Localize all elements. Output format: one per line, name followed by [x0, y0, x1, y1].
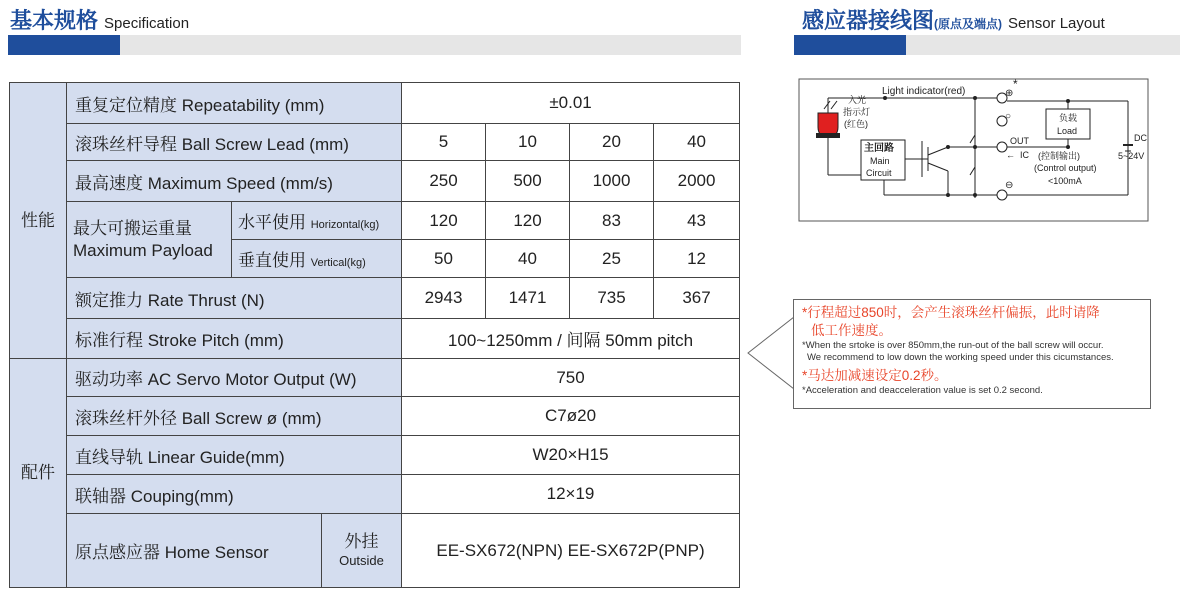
thrust-value: 735: [570, 278, 654, 319]
speed-label: 最高速度 Maximum Speed (mm/s): [67, 161, 402, 202]
sensor-title-en: Sensor Layout: [1008, 15, 1105, 32]
guide-label: 直线导轨 Linear Guide(mm): [67, 436, 402, 475]
thrust-value: 1471: [486, 278, 570, 319]
note-black-1b: We recommend to low down the working speed under this cicumstances.: [807, 352, 1114, 363]
table-row: [10, 397, 740, 436]
stroke-value: 100~1250mm / 间隔 50mm pitch: [402, 319, 740, 359]
vertical-value: 50: [402, 240, 486, 278]
table-row: [10, 202, 740, 240]
lead-value: 5: [402, 124, 486, 161]
led-label-cn-1: 入光: [848, 95, 867, 105]
speed-value: 2000: [654, 161, 740, 202]
lead-value: 20: [570, 124, 654, 161]
lead-label: 滚珠丝杆导程 Ball Screw Lead (mm): [67, 124, 402, 161]
vertical-label: 垂直使用 Vertical(kg): [232, 240, 402, 278]
table-row: [10, 124, 740, 161]
control-output-en: (Control output): [1034, 163, 1097, 173]
table-row: [10, 475, 740, 514]
voltage-label: 5~24V: [1118, 151, 1145, 161]
main-circuit-en-1: Main: [870, 156, 890, 166]
light-indicator-label: Light indicator(red): [882, 86, 966, 97]
repeatability-label: 重复定位精度 Repeatability (mm): [67, 83, 402, 124]
notes-box: [793, 299, 1151, 409]
asterisk-label: *: [1013, 77, 1018, 91]
main-circuit-cn: 主回路: [864, 143, 894, 154]
thrust-value: 2943: [402, 278, 486, 319]
horizontal-value: 83: [570, 202, 654, 240]
horizontal-value: 120: [486, 202, 570, 240]
spec-table: [9, 82, 740, 588]
led-label-cn-2: 指示灯: [843, 107, 871, 117]
horizontal-value: 43: [654, 202, 740, 240]
vertical-value: 25: [570, 240, 654, 278]
sensor-header: [802, 4, 1105, 35]
payload-label: [67, 202, 232, 278]
main-circuit-en-2: Circuit: [866, 168, 892, 178]
mount-type: [322, 514, 402, 588]
note-red-1: *行程超过850时，会产生滚珠丝杆偏振，此时请降: [802, 305, 1100, 320]
spec-title-en: Specification: [104, 15, 190, 32]
coupling-label: 联轴器 Couping(mm): [67, 475, 402, 514]
table-row: [10, 161, 740, 202]
ic-label: IC: [1020, 150, 1029, 160]
speed-value: 250: [402, 161, 486, 202]
minus-terminal: ⊖: [1005, 180, 1014, 191]
vertical-value: 12: [654, 240, 740, 278]
table-row: [10, 319, 740, 359]
motor-value: 750: [402, 359, 740, 397]
screw-dia-value: C7ø20: [402, 397, 740, 436]
note-black-2: *Acceleration and deacceleration value is set 0.2 second.: [802, 385, 1043, 396]
speed-value: 1000: [570, 161, 654, 202]
table-row: [10, 436, 740, 475]
group-performance: 性能: [10, 83, 67, 359]
repeatability-value: ±0.01: [402, 83, 740, 124]
sensor-title-cn: 感应器接线图: [802, 8, 935, 33]
mount-type-en: Outside: [339, 552, 384, 568]
lead-value: 10: [486, 124, 570, 161]
plus-terminal: ⊕: [1005, 88, 1014, 99]
horizontal-value: 120: [402, 202, 486, 240]
spec-header: [10, 4, 189, 35]
sensor-header-bar: [794, 35, 1180, 55]
motor-label: 驱动功率 AC Servo Motor Output (W): [67, 359, 402, 397]
sensor-wiring-diagram: [798, 75, 1150, 225]
stroke-label: 标准行程 Stroke Pitch (mm): [67, 319, 402, 359]
dc-label: DC: [1134, 133, 1147, 143]
note-black-1: *When the srtoke is over 850mm,the run-out of the ball screw will occur.: [802, 340, 1104, 351]
led-label-cn-3: (红色): [844, 119, 868, 129]
note-pointer: [745, 315, 795, 395]
group-parts: 配件: [10, 359, 67, 588]
mount-type-cn: 外挂: [344, 531, 379, 551]
ic-arrow: ←: [1006, 150, 1015, 160]
table-row: [10, 514, 740, 588]
screw-dia-label: 滚珠丝杆外径 Ball Screw ø (mm): [67, 397, 402, 436]
payload-label-cn: 最大可搬运重量: [73, 218, 192, 238]
table-row: [10, 83, 740, 124]
thrust-label: 额定推力 Rate Thrust (N): [67, 278, 402, 319]
load-en: Load: [1057, 126, 1078, 136]
payload-label-en: Maximum Payload: [73, 240, 213, 260]
out-label: OUT: [1010, 136, 1029, 146]
note-red-2: *马达加减速设定0.2秒。: [802, 368, 948, 383]
load-cn: 负载: [1059, 113, 1078, 123]
home-sensor-value: EE-SX672(NPN) EE-SX672P(PNP): [402, 514, 740, 588]
current-label: <100mA: [1048, 176, 1082, 186]
spec-header-bar: [8, 35, 741, 55]
table-row: [10, 278, 740, 319]
coupling-value: 12×19: [402, 475, 740, 514]
horizontal-label: 水平使用 Horizontal(kg): [232, 202, 402, 240]
lead-value: 40: [654, 124, 740, 161]
sensor-title-sub: (原点及端点): [934, 17, 1003, 31]
control-output-cn: (控制输出): [1038, 151, 1080, 161]
home-sensor-label: 原点感应器 Home Sensor: [67, 514, 322, 588]
zero-terminal: ○: [1005, 111, 1012, 122]
guide-value: W20×H15: [402, 436, 740, 475]
thrust-value: 367: [654, 278, 740, 319]
vertical-value: 40: [486, 240, 570, 278]
note-red-1b: 低工作速度。: [811, 323, 892, 338]
speed-value: 500: [486, 161, 570, 202]
spec-title-cn: 基本规格: [10, 8, 99, 33]
table-row: [10, 359, 740, 397]
